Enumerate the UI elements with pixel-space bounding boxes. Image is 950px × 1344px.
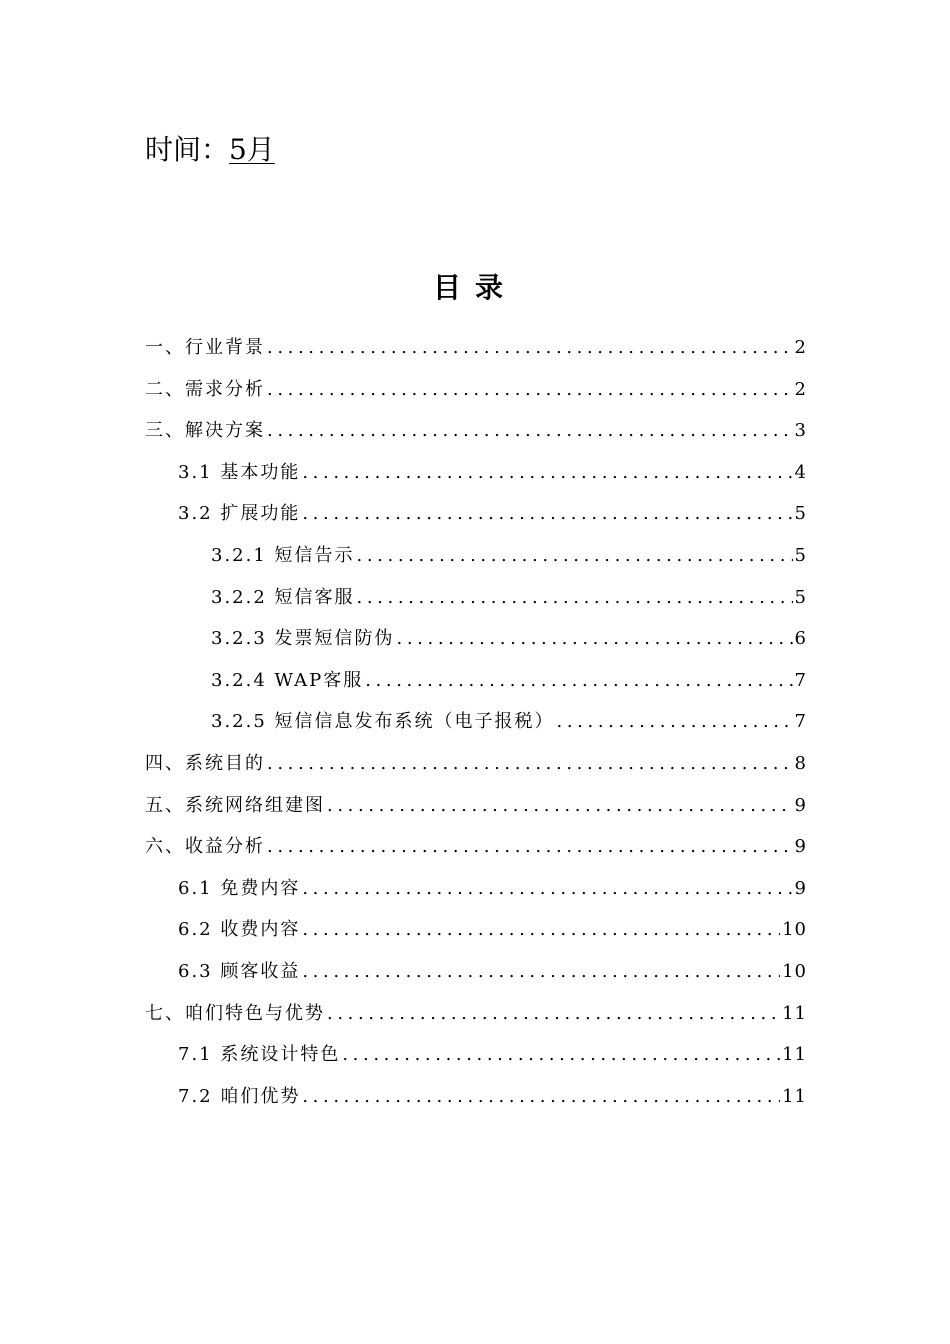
toc-entry[interactable] [145,410,807,452]
toc-entry-label: 3.2.5 短信信息发布系统（电子报税） [211,711,555,733]
toc-title: 目录 [432,271,517,304]
toc-entry-page: 2 [794,337,807,358]
toc-entry[interactable] [145,535,807,577]
toc-dot-leader [557,701,793,743]
toc-entry-page: 7 [794,669,807,691]
toc-entry[interactable] [145,369,807,411]
toc-entry-label: 3.1 基本功能 [178,461,301,483]
toc-entry-label: 3.2.2 短信客服 [211,586,355,608]
toc-dot-leader [357,577,793,619]
toc-entry[interactable] [145,993,807,1035]
toc-dot-leader [302,868,792,910]
toc-dot-leader [397,618,793,660]
toc-dot-leader [302,1076,780,1118]
toc-entry-page: 3 [794,420,807,442]
toc-entry[interactable] [145,452,807,494]
toc-entry-label: 二、需求分析 [145,378,265,400]
toc-entry[interactable] [145,909,807,951]
toc-dot-leader [302,951,780,993]
toc-entry-label: 3.2.4 WAP客服 [211,669,364,691]
toc-entry[interactable] [145,1034,807,1076]
toc-dot-leader [267,826,793,868]
toc-entry-label: 6.2 收费内容 [178,919,301,941]
toc-entry-page: 6 [794,628,807,650]
toc-entry-label: 六、收益分析 [145,836,265,858]
toc-dot-leader [327,993,780,1035]
time-line [145,128,275,172]
toc-entry[interactable] [145,577,807,619]
toc-entry-label: 3.2.3 发票短信防伪 [211,628,395,650]
toc-entry[interactable] [145,868,807,910]
toc-entry-page: 10 [782,960,807,982]
toc-entry-page: 9 [794,877,807,899]
toc-dot-leader [302,909,780,951]
time-label: 时间： [145,133,230,166]
toc-entry-page: 11 [782,1085,807,1107]
toc-entry-label: 一、行业背景 [145,337,265,358]
toc-entry-page: 5 [794,544,807,566]
toc-entry-label: 四、系统目的 [145,752,265,774]
toc-entry[interactable] [145,743,807,785]
toc-entry-page: 8 [794,752,807,774]
table-of-contents [145,327,807,1117]
toc-entry[interactable] [145,660,807,702]
toc-entry-label: 七、咱们特色与优势 [145,1002,325,1024]
toc-dot-leader [267,743,793,785]
toc-entry[interactable] [145,951,807,993]
toc-entry-page: 5 [794,586,807,608]
toc-dot-leader [302,493,792,535]
toc-entry[interactable] [145,785,807,827]
toc-entry-page: 5 [794,503,807,525]
toc-entry-label: 7.2 咱们优势 [178,1085,301,1107]
toc-dot-leader [327,785,793,827]
toc-entry-label: 五、系统网络组建图 [145,794,325,816]
toc-dot-leader [342,1034,780,1076]
toc-entry-label: 7.1 系统设计特色 [178,1044,341,1066]
toc-entry-page: 2 [794,378,807,400]
toc-entry-label: 三、解决方案 [145,420,265,442]
toc-entry-label: 6.1 免费内容 [178,877,301,899]
toc-entry[interactable] [145,327,807,369]
toc-entry-page: 11 [782,1002,807,1024]
toc-entry-page: 7 [794,711,807,733]
toc-dot-leader [267,369,793,411]
toc-dot-leader [357,535,793,577]
toc-entry-label: 6.3 顾客收益 [178,960,301,982]
toc-entry[interactable] [145,1076,807,1118]
toc-entry-page: 11 [782,1044,807,1066]
toc-entry-page: 9 [794,836,807,858]
toc-entry[interactable] [145,701,807,743]
toc-dot-leader [267,410,793,452]
time-value: 5月 [229,133,275,166]
toc-entry-label: 3.2 扩展功能 [178,503,301,525]
toc-entry-page: 10 [782,919,807,941]
toc-entry-page: 4 [794,461,807,483]
toc-dot-leader [365,660,792,702]
toc-entry[interactable] [145,618,807,660]
toc-entry-page: 9 [794,794,807,816]
toc-dot-leader [267,327,793,369]
toc-entry[interactable] [145,493,807,535]
toc-entry-label: 3.2.1 短信告示 [211,544,355,566]
toc-entry[interactable] [145,826,807,868]
toc-dot-leader [302,452,792,494]
